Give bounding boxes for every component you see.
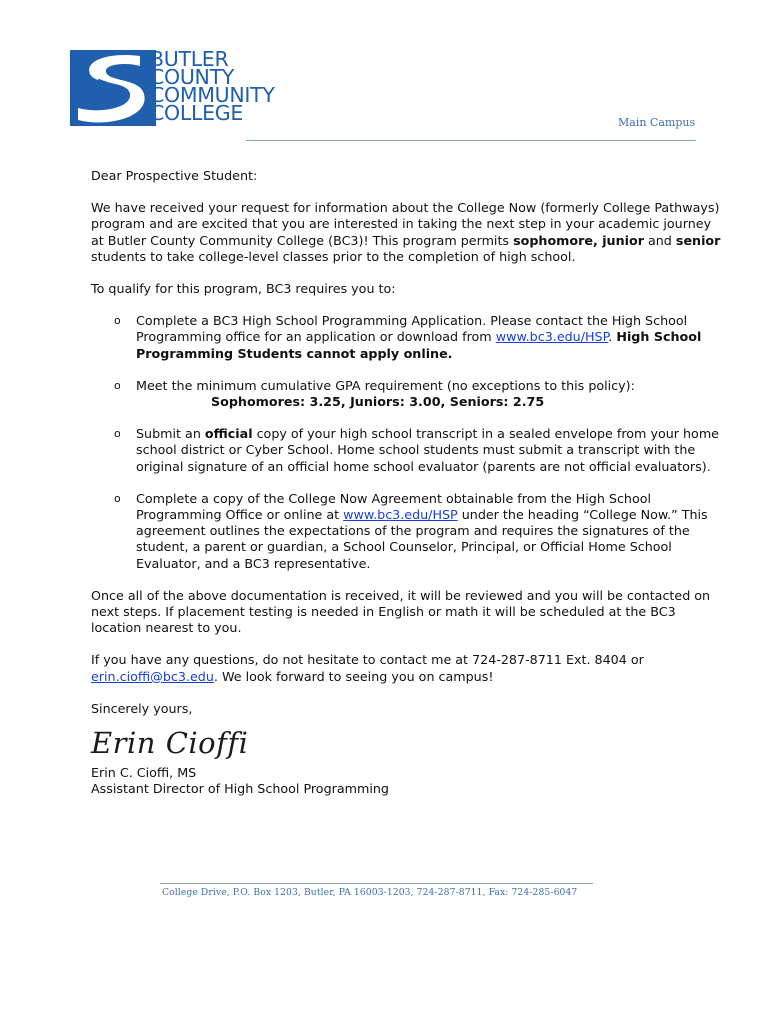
header-divider [246, 140, 696, 141]
signer-block [91, 765, 721, 797]
bullet-mark: o [114, 378, 121, 392]
bullet-mark: o [114, 314, 121, 328]
closing: Sincerely yours, [91, 700, 193, 716]
bc3-logo-icon [70, 50, 156, 126]
bullet-4-post: under the heading “College Now.” This agreement outlines the expectations of the program and requires the signatures of the student, a parent or guardian, a School Counselor, Principal, or Official Home School Evaluator, and a BC3 representative. [136, 507, 708, 571]
intro-bold-2: senior [675, 232, 721, 248]
bullet-2-text: Meet the minimum cumulative GPA requirement (no exceptions to this policy): [136, 377, 635, 393]
review-paragraph: Once all of the above documentation is received, it will be reviewed and you will be contacted on next steps. If placement testing is needed in English or math it will be scheduled at the BC3 location nearest to you. [91, 587, 711, 636]
gpa-requirements: Sophomores: 3.25, Juniors: 3.00, Seniors: 2.75 [211, 394, 545, 410]
college-name [150, 47, 275, 125]
signer-title: Assistant Director of High School Programming [91, 781, 389, 797]
qualify-paragraph: To qualify for this program, BC3 requires you to: [91, 281, 396, 297]
intro-text-2: and [643, 232, 676, 248]
campus-label: Main Campus [618, 116, 696, 129]
list-item [91, 378, 721, 410]
bullet-mark: o [114, 491, 121, 505]
college-name-line-3: COMMUNITY [150, 83, 275, 107]
contact-pre: If you have any questions, do not hesitate to contact me at 724-287-8711 Ext. 8404 or [91, 652, 644, 668]
hsp-link[interactable]: www.bc3.edu/HSP [495, 329, 609, 345]
email-link[interactable]: erin.cioffi@bc3.edu [91, 668, 214, 684]
contact-post: . We look forward to seeing you on campus! [213, 668, 494, 684]
requirements-list [91, 313, 721, 572]
intro-text-1: We have received your request for information about the College Now (formerly College Pathways) program and are excited that you are interested in taking the next step in your academic journey at Butler County Community College (BC3)! This program permits [91, 200, 720, 248]
college-name-line-2: COUNTY [150, 65, 235, 89]
college-name-line-1: BUTLER [150, 47, 229, 71]
intro-text-3: students to take college-level classes prior to the completion of high school. [91, 248, 576, 264]
bullet-4-pre: Complete a copy of the College Now Agreement obtainable from the High School Programming Office or online at [136, 490, 652, 523]
bullet-1-after: . [608, 329, 617, 345]
letter-body [91, 168, 721, 798]
greeting: Dear Prospective Student: [91, 168, 258, 183]
hsp-link-2[interactable]: www.bc3.edu/HSP [343, 507, 458, 523]
bullet-1-bold: High School Programming Students cannot apply online. [136, 329, 702, 361]
footer-address: College Drive, P.O. Box 1203, Butler, PA 16003-1203, 724-287-8711, Fax: 724-285-6047 [162, 887, 578, 898]
list-item [91, 491, 721, 572]
bullet-3-pre: Submit an [136, 426, 205, 442]
list-item [91, 313, 721, 362]
bullet-1-text: Complete a BC3 High School Programming Application. Please contact the High School Programming office for an application or download from [136, 313, 688, 345]
signature: Erin Cioffi [91, 726, 249, 761]
contact-paragraph [91, 652, 721, 684]
list-item [91, 426, 721, 475]
footer-divider [160, 883, 593, 884]
intro-paragraph [91, 200, 721, 265]
bullet-3-bold: official [204, 426, 253, 442]
intro-bold-1: sophomore, junior [513, 232, 644, 248]
bullet-3-post: copy of your high school transcript in a sealed envelope from your home school district or Cyber School. Home school students must submit a transcript with the original signature of an official home school evaluator (parents are not official evaluators). [136, 426, 719, 474]
college-name-line-4: COLLEGE [150, 101, 243, 125]
signer-name: Erin C. Cioffi, MS [91, 765, 197, 781]
bullet-mark: o [114, 427, 121, 441]
